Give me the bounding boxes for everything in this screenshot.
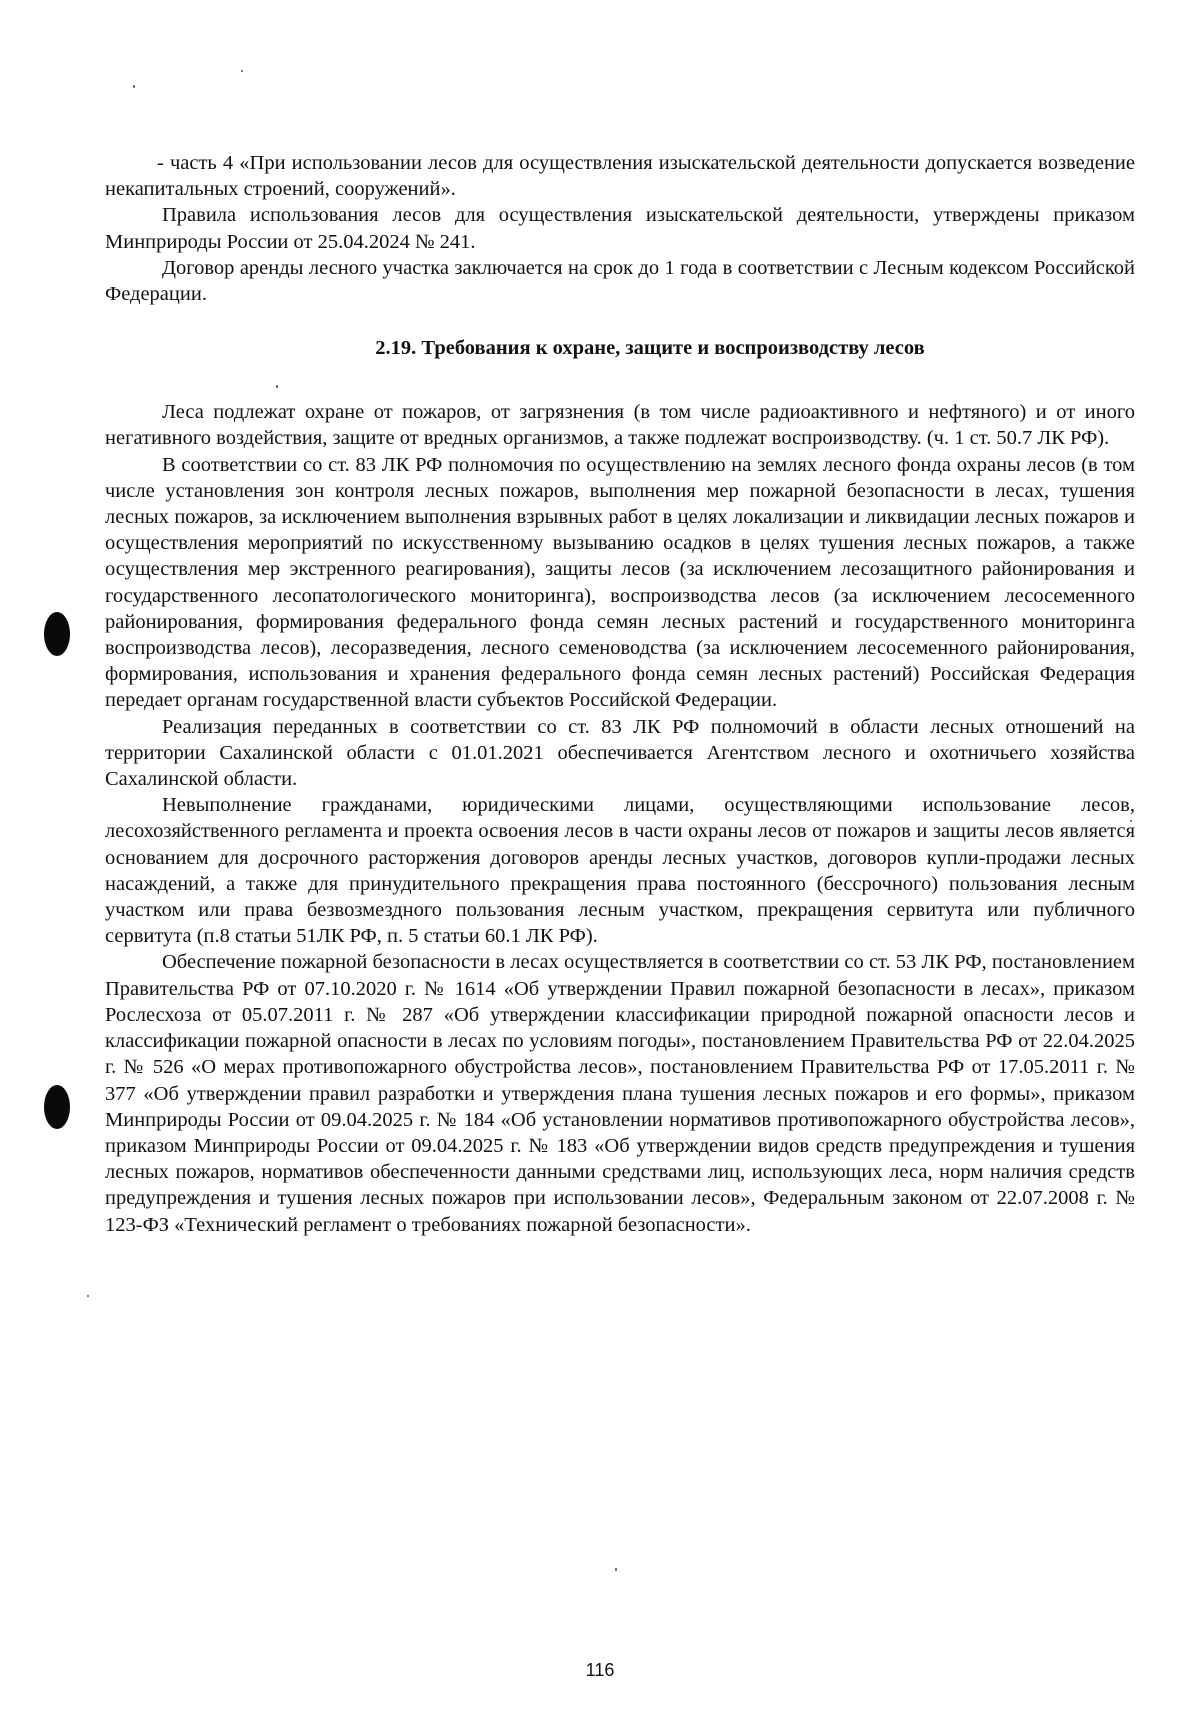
body-paragraph: - часть 4 «При использовании лесов для осуществления изыскательской деятельности допускается возведение некапитальных строений, сооружений».: [105, 152, 1135, 201]
body-paragraph: Договор аренды лесного участка заключается на срок до 1 года в соответствии с Лесным кодексом Российской Федерации.: [105, 256, 1135, 306]
scan-speck: [241, 70, 243, 72]
body-paragraph: Леса подлежат охране от пожаров, от загрязнения (в том числе радиоактивного и нефтяного) и от иного негативного воздействия, защите от вредных организмов, а также подлежат воспроизводству. (ч. 1 ст. 50.7 ЛК РФ).: [105, 401, 1135, 450]
page-number: 116: [585, 1660, 615, 1680]
punch-hole-mark: [44, 612, 70, 656]
body-paragraph: Правила использования лесов для осуществления изыскательской деятельности, утверждены приказом Минприроды России от 25.04.2024 № 241.: [105, 204, 1135, 253]
body-paragraph: Невыполнение гражданами, юридическими лицами, осуществляющими использование лесов, лесохозяйственного регламента и проекта освоения лесов в части охраны лесов от пожаров и защиты лесов является основанием для досрочного расторжения договоров аренды лесных участков, договоров купли-продажи лесных насаждений, а также для принудительного прекращения права постоянного (бессрочного) пользования лесным участком или права безвозмездного пользования лесным участком, прекращения сервитута или публичного сервитута (п.8 статьи 51ЛК РФ, п. 5 статьи 60.1 ЛК РФ).: [105, 794, 1135, 948]
scan-speck: [133, 85, 135, 88]
body-paragraph: Реализация переданных в соответствии со ст. 83 ЛК РФ полномочий в области лесных отношений на территории Сахалинской области с 01.01.2021 обеспечивается Агентством лесного и охотничьего хозяйства Сахалинской области.: [105, 715, 1135, 791]
body-paragraph: Обеспечение пожарной безопасности в лесах осуществляется в соответствии со ст. 53 ЛК РФ, постановлением Правительства РФ от 07.10.2020 г. № 1614 «Об утверждении Правил пожарной безопасности в лесах», приказом Рослесхоза от 05.07.2011 г. № 287 «Об утверждении классификации природной пожарной опасности лесов и классификации пожарной опасности в лесах по условиям погоды», постановлением Правительства РФ от 22.04.2025 г. № 526 «О мерах противопожарного обустройства лесов», постановлением Правительства РФ от 17.05.2011 г. № 377 «Об утверждении правил разработки и утверждения плана тушения лесных пожаров и его формы», приказом Минприроды России от 09.04.2025 г. № 184 «Об установлении нормативов противопожарного обустройства лесов», приказом Минприроды России от 09.04.2025 г. № 183 «Об утверждении видов средств предупреждения и тушения лесных пожаров, нормативов обеспеченности данными средствами лиц, использующих леса, норм наличия средств предупреждения и тушения лесных пожаров при использовании лесов», Федеральным законом от 22.07.2008 г. № 123-ФЗ «Технический регламент о требованиях пожарной безопасности».: [105, 951, 1135, 1236]
punch-hole-mark: [44, 1085, 70, 1129]
scan-speck: [87, 1295, 89, 1297]
document-body: [105, 150, 1135, 1238]
scan-speck: [615, 1568, 617, 1571]
body-paragraph: В соответствии со ст. 83 ЛК РФ полномочия по осуществлению на землях лесного фонда охраны лесов (в том числе установления зон контроля лесных пожаров, выполнения мер пожарной безопасности в лесах, тушения лесных пожаров, за исключением выполнения взрывных работ в целях локализации и ликвидации лесных пожаров и осуществления мероприятий по искусственному вызыванию осадков в целях тушения лесных пожаров, а также осуществления мер экстренного реагирования), защиты лесов (за исключением лесозащитного районирования и государственного лесопатологического мониторинга), воспроизводства лесов (за исключением лесосеменного районирования, формирования федерального фонда семян лесных растений и государственного мониторинга воспроизводства лесов), лесоразведения, лесного семеноводства (за исключением лесосеменного районирования, формирования, использования и хранения федерального фонда семян лесных растений) Российская Федерация передает органам государственной власти субъектов Российской Федерации.: [105, 453, 1135, 712]
section-heading: 2.19. Требования к охране, защите и воспроизводству лесов: [375, 337, 925, 360]
